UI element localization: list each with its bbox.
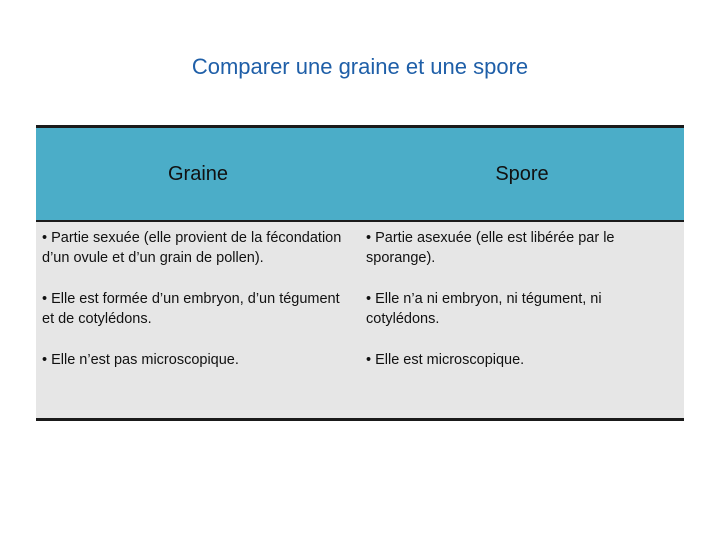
table-body-row [36, 222, 684, 418]
header-spore: Spore [495, 162, 549, 185]
spore-item: • Elle est microscopique. [366, 352, 525, 368]
table-header-row [36, 128, 684, 222]
graine-cell [36, 222, 360, 418]
header-graine: Graine [167, 162, 229, 185]
spore-item: • Partie asexuée (elle est libérée par le sporange). [366, 230, 615, 266]
spore-cell [360, 222, 684, 418]
comparison-table [36, 125, 684, 421]
graine-item: • Elle n’est pas microscopique. [42, 352, 239, 368]
graine-item: • Partie sexuée (elle provient de la fécondation d’un ovule et d’un grain de pollen). [42, 230, 342, 266]
spore-item: • Elle n’a ni embryon, ni tégument, ni cotylédons. [366, 291, 602, 327]
graine-item: • Elle est formée d’un embryon, d’un tégument et de cotylédons. [42, 291, 340, 327]
slide-title: Comparer une graine et une spore [191, 54, 529, 79]
